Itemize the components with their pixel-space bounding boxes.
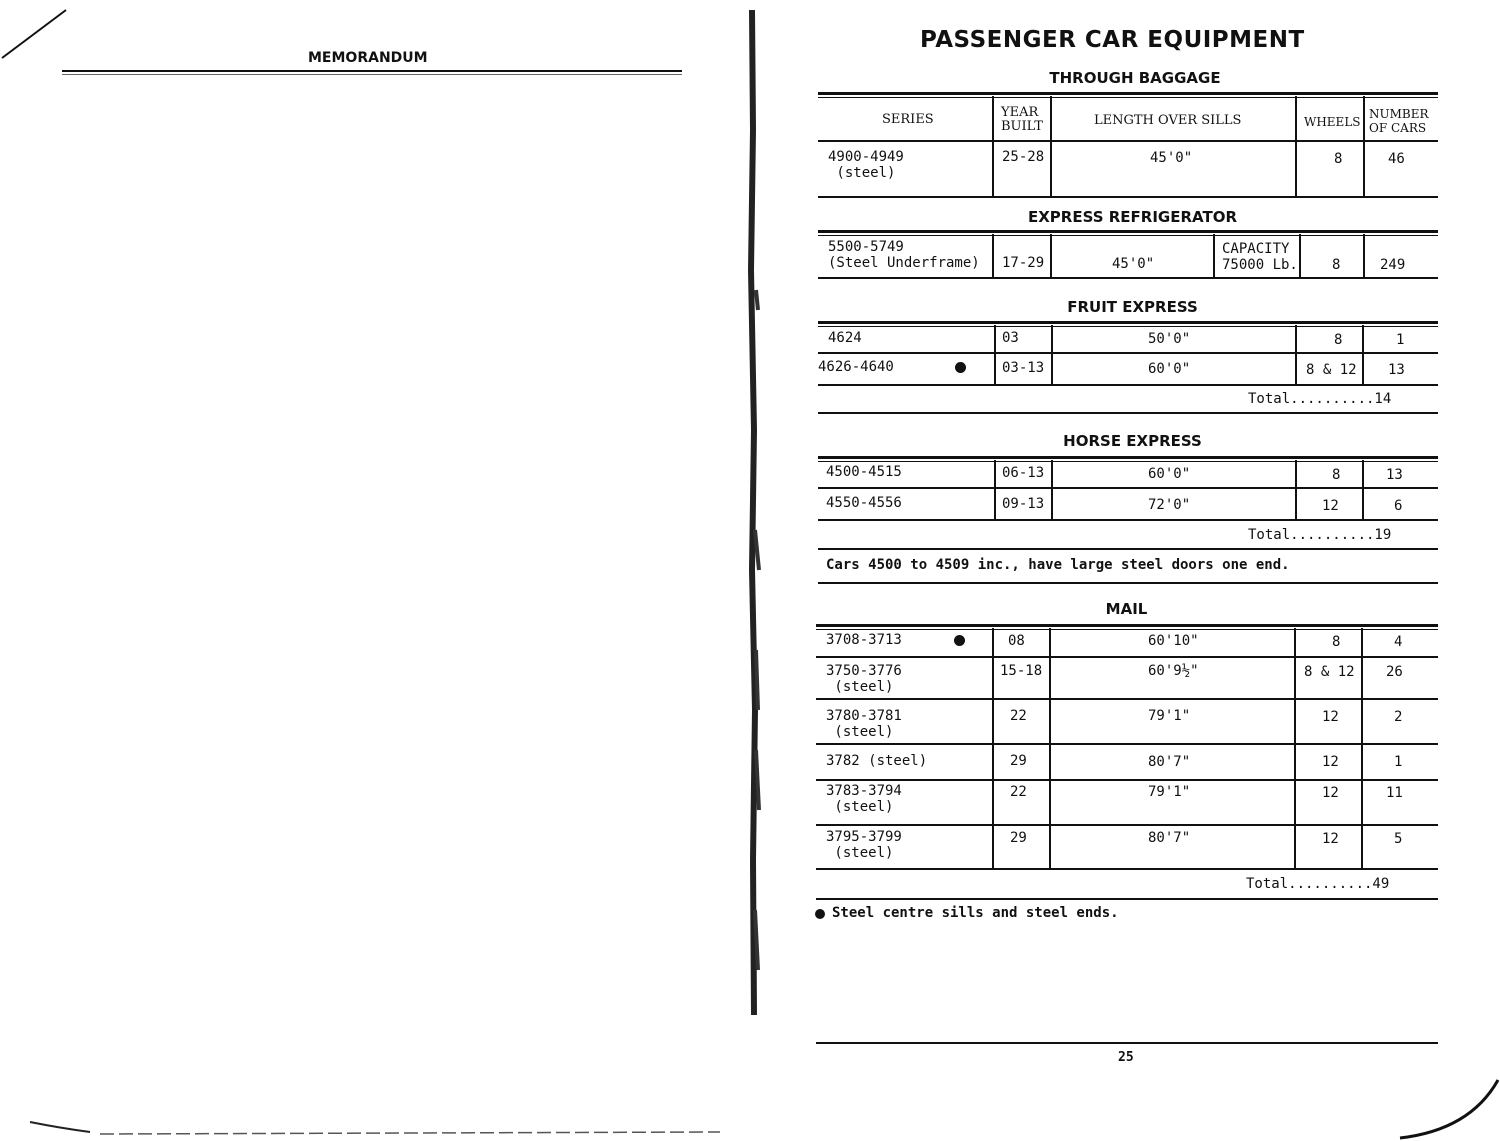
col-divider bbox=[1295, 460, 1297, 520]
fe-year-1: 03 bbox=[1002, 330, 1019, 346]
page-title: PASSENGER CAR EQUIPMENT bbox=[920, 27, 1305, 53]
mail-length-5: 79'1" bbox=[1148, 784, 1191, 800]
tb-series: 4900-4949 (steel) bbox=[828, 149, 904, 181]
section-title-express-refrigerator: EXPRESS REFRIGERATOR bbox=[1027, 208, 1238, 226]
rule bbox=[818, 235, 1438, 236]
col-divider bbox=[1299, 234, 1301, 278]
mail-number-1: 4 bbox=[1394, 634, 1403, 650]
mail-year-5: 22 bbox=[1010, 784, 1027, 800]
mail-length-2: 60'9½" bbox=[1148, 663, 1199, 679]
mail-series-6: 3795-3799 (steel) bbox=[826, 829, 902, 861]
col-divider bbox=[1050, 234, 1052, 278]
left-page bbox=[0, 0, 740, 1141]
rule bbox=[816, 629, 1438, 630]
fe-series-2: 4626-4640 bbox=[818, 359, 894, 375]
tb-length: 45'0" bbox=[1150, 150, 1193, 166]
col-divider bbox=[1213, 234, 1215, 278]
fe-year-2: 03-13 bbox=[1002, 360, 1045, 376]
col-divider bbox=[992, 234, 994, 278]
mail-number-4: 1 bbox=[1394, 754, 1403, 770]
mail-length-4: 80'7" bbox=[1148, 754, 1191, 770]
section-title-fruit-express: FRUIT EXPRESS bbox=[1067, 298, 1198, 316]
mail-wheels-1: 8 bbox=[1332, 634, 1341, 650]
rule bbox=[818, 548, 1438, 550]
col-divider bbox=[994, 460, 996, 520]
header-length: LENGTH OVER SILLS bbox=[1094, 113, 1242, 128]
er-capacity: CAPACITY 75000 Lb. bbox=[1222, 241, 1298, 273]
rule bbox=[818, 196, 1438, 198]
col-divider bbox=[992, 628, 994, 869]
rule bbox=[816, 624, 1438, 627]
mail-series-4: 3782 (steel) bbox=[826, 753, 928, 769]
tb-year: 25-28 bbox=[1002, 149, 1045, 165]
rule bbox=[818, 326, 1438, 327]
rule bbox=[818, 384, 1438, 386]
bullet-dot bbox=[954, 635, 965, 646]
header-year-built: YEAR BUILT bbox=[1001, 105, 1043, 134]
mail-series-1: 3708-3713 bbox=[826, 632, 902, 648]
rule bbox=[818, 92, 1438, 95]
tb-number: 46 bbox=[1388, 151, 1405, 167]
section-title-horse-express: HORSE EXPRESS bbox=[1063, 432, 1202, 450]
rule bbox=[818, 352, 1438, 354]
he-number-1: 13 bbox=[1386, 467, 1403, 483]
rule bbox=[816, 898, 1438, 900]
page-number: 25 bbox=[1118, 1050, 1134, 1065]
mail-length-3: 79'1" bbox=[1148, 708, 1191, 724]
header-number: NUMBER OF CARS bbox=[1369, 107, 1429, 135]
memorandum-heading: MEMORANDUM bbox=[308, 50, 428, 66]
fe-number-1: 1 bbox=[1396, 332, 1405, 348]
memorandum-rule bbox=[62, 70, 682, 72]
rule bbox=[816, 824, 1438, 826]
memorandum-rule-2 bbox=[62, 74, 682, 75]
corner-mark bbox=[0, 0, 80, 70]
rule bbox=[818, 412, 1438, 414]
rule bbox=[818, 277, 1438, 279]
col-divider bbox=[1049, 628, 1051, 869]
mail-wheels-3: 12 bbox=[1322, 709, 1339, 725]
col-divider bbox=[1051, 325, 1053, 385]
section-title-through-baggage: THROUGH BAGGAGE bbox=[1049, 69, 1221, 87]
fe-length-2: 60'0" bbox=[1148, 361, 1191, 377]
footnote: Steel centre sills and steel ends. bbox=[832, 905, 1119, 921]
mail-year-3: 22 bbox=[1010, 708, 1027, 724]
er-wheels: 8 bbox=[1332, 257, 1341, 273]
er-series: 5500-5749 (Steel Underframe) bbox=[828, 239, 980, 271]
rule bbox=[818, 582, 1438, 584]
fe-total: Total..........14 bbox=[1248, 391, 1392, 407]
section-title-mail: MAIL bbox=[1105, 600, 1148, 618]
col-divider bbox=[1050, 96, 1052, 197]
col-divider bbox=[1363, 234, 1365, 278]
he-length-1: 60'0" bbox=[1148, 466, 1191, 482]
col-divider bbox=[1361, 628, 1363, 869]
col-divider bbox=[1362, 325, 1364, 385]
mail-year-6: 29 bbox=[1010, 830, 1027, 846]
mail-number-5: 11 bbox=[1386, 785, 1403, 801]
mail-wheels-6: 12 bbox=[1322, 831, 1339, 847]
rule bbox=[818, 487, 1438, 489]
he-series-2: 4550-4556 bbox=[826, 495, 902, 511]
col-divider bbox=[994, 325, 996, 385]
col-divider bbox=[1362, 460, 1364, 520]
he-series-1: 4500-4515 bbox=[826, 464, 902, 480]
footnote-bullet bbox=[815, 909, 825, 919]
page-curl bbox=[1380, 1040, 1500, 1141]
he-number-2: 6 bbox=[1394, 498, 1403, 514]
he-year-1: 06-13 bbox=[1002, 465, 1045, 481]
rule bbox=[818, 456, 1438, 459]
he-total: Total..........19 bbox=[1248, 527, 1392, 543]
rule bbox=[816, 779, 1438, 781]
he-note: Cars 4500 to 4509 inc., have large steel doors one end. bbox=[826, 557, 1290, 573]
he-wheels-1: 8 bbox=[1332, 467, 1341, 483]
rule bbox=[816, 656, 1438, 658]
mail-year-1: 08 bbox=[1008, 633, 1025, 649]
rule bbox=[816, 698, 1438, 700]
mail-series-5: 3783-3794 (steel) bbox=[826, 783, 902, 815]
mail-total: Total..........49 bbox=[1246, 876, 1390, 892]
mail-length-6: 80'7" bbox=[1148, 830, 1191, 846]
mail-number-2: 26 bbox=[1386, 664, 1403, 680]
er-number: 249 bbox=[1380, 257, 1406, 273]
rule bbox=[816, 868, 1438, 870]
he-length-2: 72'0" bbox=[1148, 497, 1191, 513]
he-wheels-2: 12 bbox=[1322, 498, 1339, 514]
mail-year-4: 29 bbox=[1010, 753, 1027, 769]
rule bbox=[818, 519, 1438, 521]
mail-series-3: 3780-3781 (steel) bbox=[826, 708, 902, 740]
rule bbox=[816, 743, 1438, 745]
bottom-rule bbox=[816, 1042, 1438, 1044]
mail-number-3: 2 bbox=[1394, 709, 1403, 725]
rule bbox=[818, 461, 1438, 462]
bullet-dot bbox=[955, 362, 966, 373]
rule bbox=[818, 230, 1438, 233]
bottom-edge bbox=[0, 1110, 740, 1141]
tb-wheels: 8 bbox=[1334, 151, 1343, 167]
mail-year-2: 15-18 bbox=[1000, 663, 1043, 679]
rule bbox=[818, 321, 1438, 324]
col-divider bbox=[1363, 96, 1365, 197]
fe-wheels-2: 8 & 12 bbox=[1306, 362, 1357, 378]
mail-series-2: 3750-3776 (steel) bbox=[826, 663, 902, 695]
er-year: 17-29 bbox=[1002, 255, 1045, 271]
mail-number-6: 5 bbox=[1394, 831, 1403, 847]
fe-wheels-1: 8 bbox=[1334, 332, 1343, 348]
rule bbox=[818, 97, 1438, 98]
mail-wheels-5: 12 bbox=[1322, 785, 1339, 801]
er-length: 45'0" bbox=[1112, 256, 1155, 272]
header-series: SERIES bbox=[882, 112, 934, 127]
col-divider bbox=[1051, 460, 1053, 520]
col-divider bbox=[1295, 96, 1297, 197]
header-wheels: WHEELS bbox=[1304, 115, 1361, 129]
mail-wheels-2: 8 & 12 bbox=[1304, 664, 1355, 680]
fe-length-1: 50'0" bbox=[1148, 331, 1191, 347]
he-year-2: 09-13 bbox=[1002, 496, 1045, 512]
col-divider bbox=[1294, 628, 1296, 869]
col-divider bbox=[992, 96, 994, 197]
rule bbox=[818, 140, 1438, 142]
fe-series-1: 4624 bbox=[828, 330, 862, 346]
fe-number-2: 13 bbox=[1388, 362, 1405, 378]
mail-length-1: 60'10" bbox=[1148, 633, 1199, 649]
col-divider bbox=[1295, 325, 1297, 385]
mail-wheels-4: 12 bbox=[1322, 754, 1339, 770]
